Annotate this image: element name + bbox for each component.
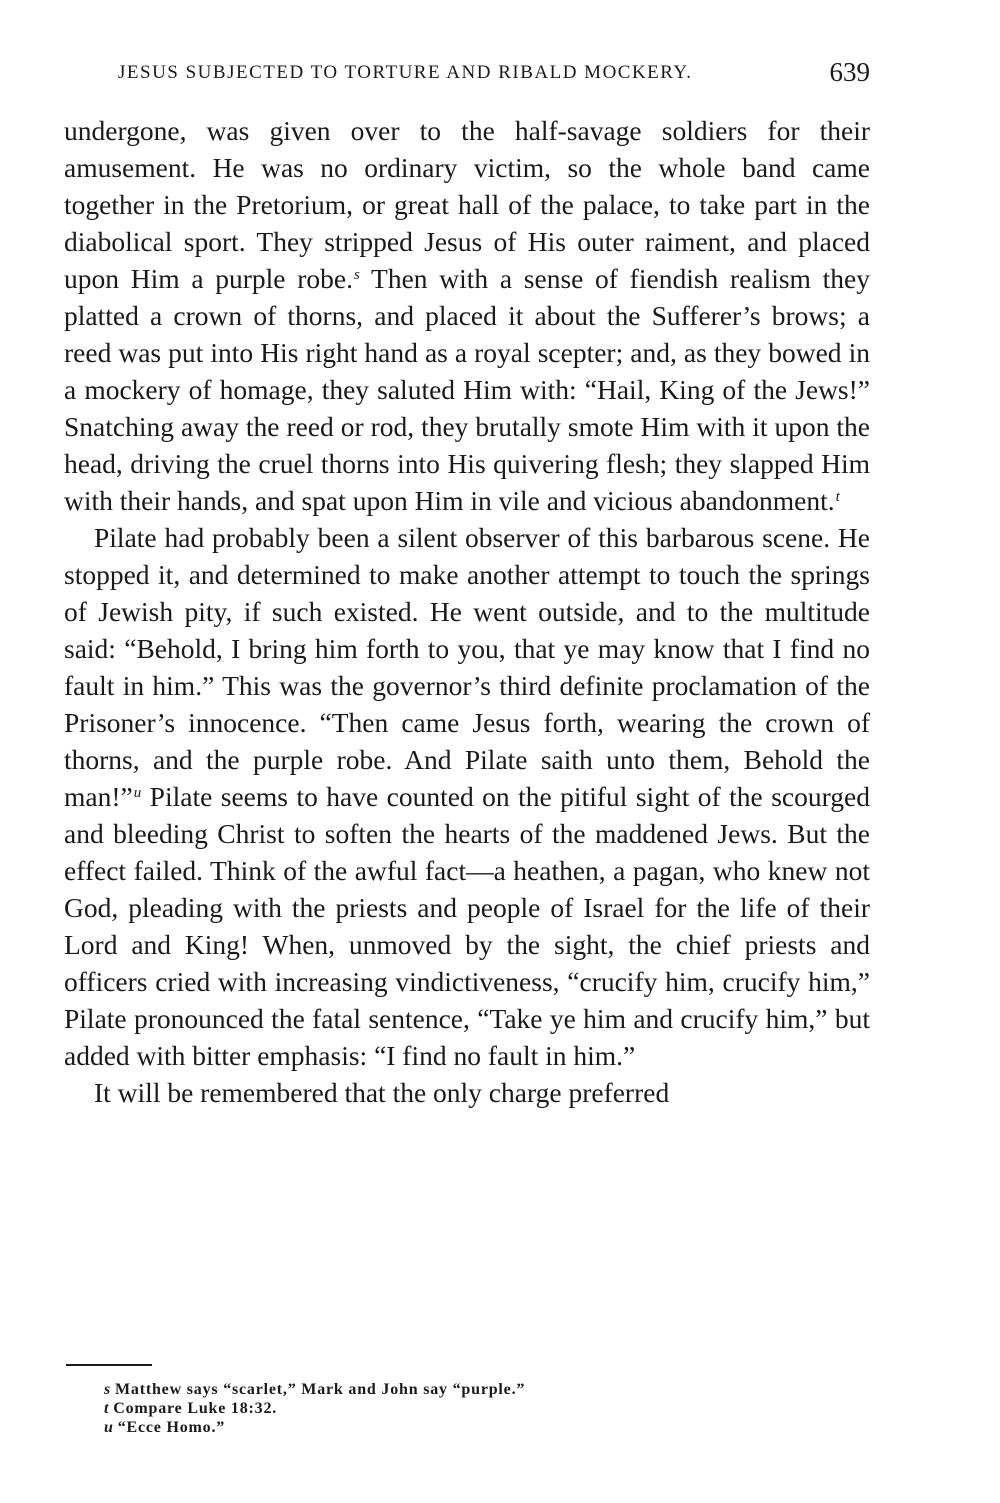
footnote-ref-u: u [133,785,142,801]
footnote-s [104,1380,844,1399]
footnotes [104,1380,844,1437]
footnote-t [104,1399,844,1418]
paragraph-2-text-b: Pilate seems to have counted on the pitiful sight of the scourged and bleeding Christ to soften the hearts of the maddened Jews. But the effect failed. Think of the awful fact—a heathen, a pagan, who knew not God, pleading with the priests and people of Israel for the life of their Lord and King! When, unmoved by the sight, the chief priests and officers cried with increasing vindictiveness, “crucify him, crucify him,” Pilate pronounced the fatal sentence, “Take ye him and crucify him,” but added with bitter emphasis: “I find no fault in him.” [64,781,870,1071]
footnote-text-u: “Ecce Homo.” [117,1419,226,1436]
footnote-u [104,1418,844,1437]
footnote-mark-t: t [104,1400,110,1417]
page-number: 639 [829,57,870,87]
footnote-ref-s: s [353,267,360,283]
footnote-ref-t: t [835,489,840,505]
paragraph-2-text-a: Pilate had probably been a silent observer of this barbarous scene. He stopped it, and determined to make another attempt to touch the springs of Jewish pity, if such existed. He went outside, and to the multitude said: “Behold, I bring him forth to you, that ye may know that I find no fault in him.” This was the governor’s third definite proclamation of the Prisoner’s innocence. “Then came Jesus forth, wearing the crown of thorns, and the purple robe. And Pilate saith unto them, Behold the man!” [64,522,870,812]
footnote-mark-u: u [104,1419,114,1436]
footnote-mark-s: s [104,1381,112,1398]
paragraph-3 [64,1074,870,1111]
footnote-text-t: Compare Luke 18:32. [113,1400,278,1417]
running-head [118,57,870,92]
body-text [64,112,870,1111]
paragraph-2 [64,519,870,1074]
running-title: JESUS SUBJECTED TO TORTURE AND RIBALD MOCKERY. [118,62,693,83]
paragraph-1-text-b: Then with a sense of fiendish realism they platted a crown of thorns, and placed it about the Sufferer’s brows; a reed was put into His right hand as a royal scepter; and, as they bowed in a mockery of homage, they saluted Him with: “Hail, King of the Jews!” Snatching away the reed or rod, they brutally smote Him with it upon the head, driving the cruel thorns into His quivering flesh; they slapped Him with their hands, and spat upon Him in vile and vicious abandonment. [64,263,871,516]
footnote-text-s: Matthew says “scarlet,” Mark and John say “purple.” [115,1381,526,1398]
footnote-rule [66,1364,152,1366]
paragraph-3-text: It will be remembered that the only charge preferred [94,1077,670,1108]
paragraph-1-text-a: undergone, was given over to the half-savage soldiers for their amusement. He was no ordinary victim, so the whole band came together in the Pretorium, or great hall of the palace, to take part in the diabolical sport. They stripped Jesus of His outer raiment, and placed upon Him a purple robe. [64,115,870,294]
paragraph-1 [64,112,870,519]
